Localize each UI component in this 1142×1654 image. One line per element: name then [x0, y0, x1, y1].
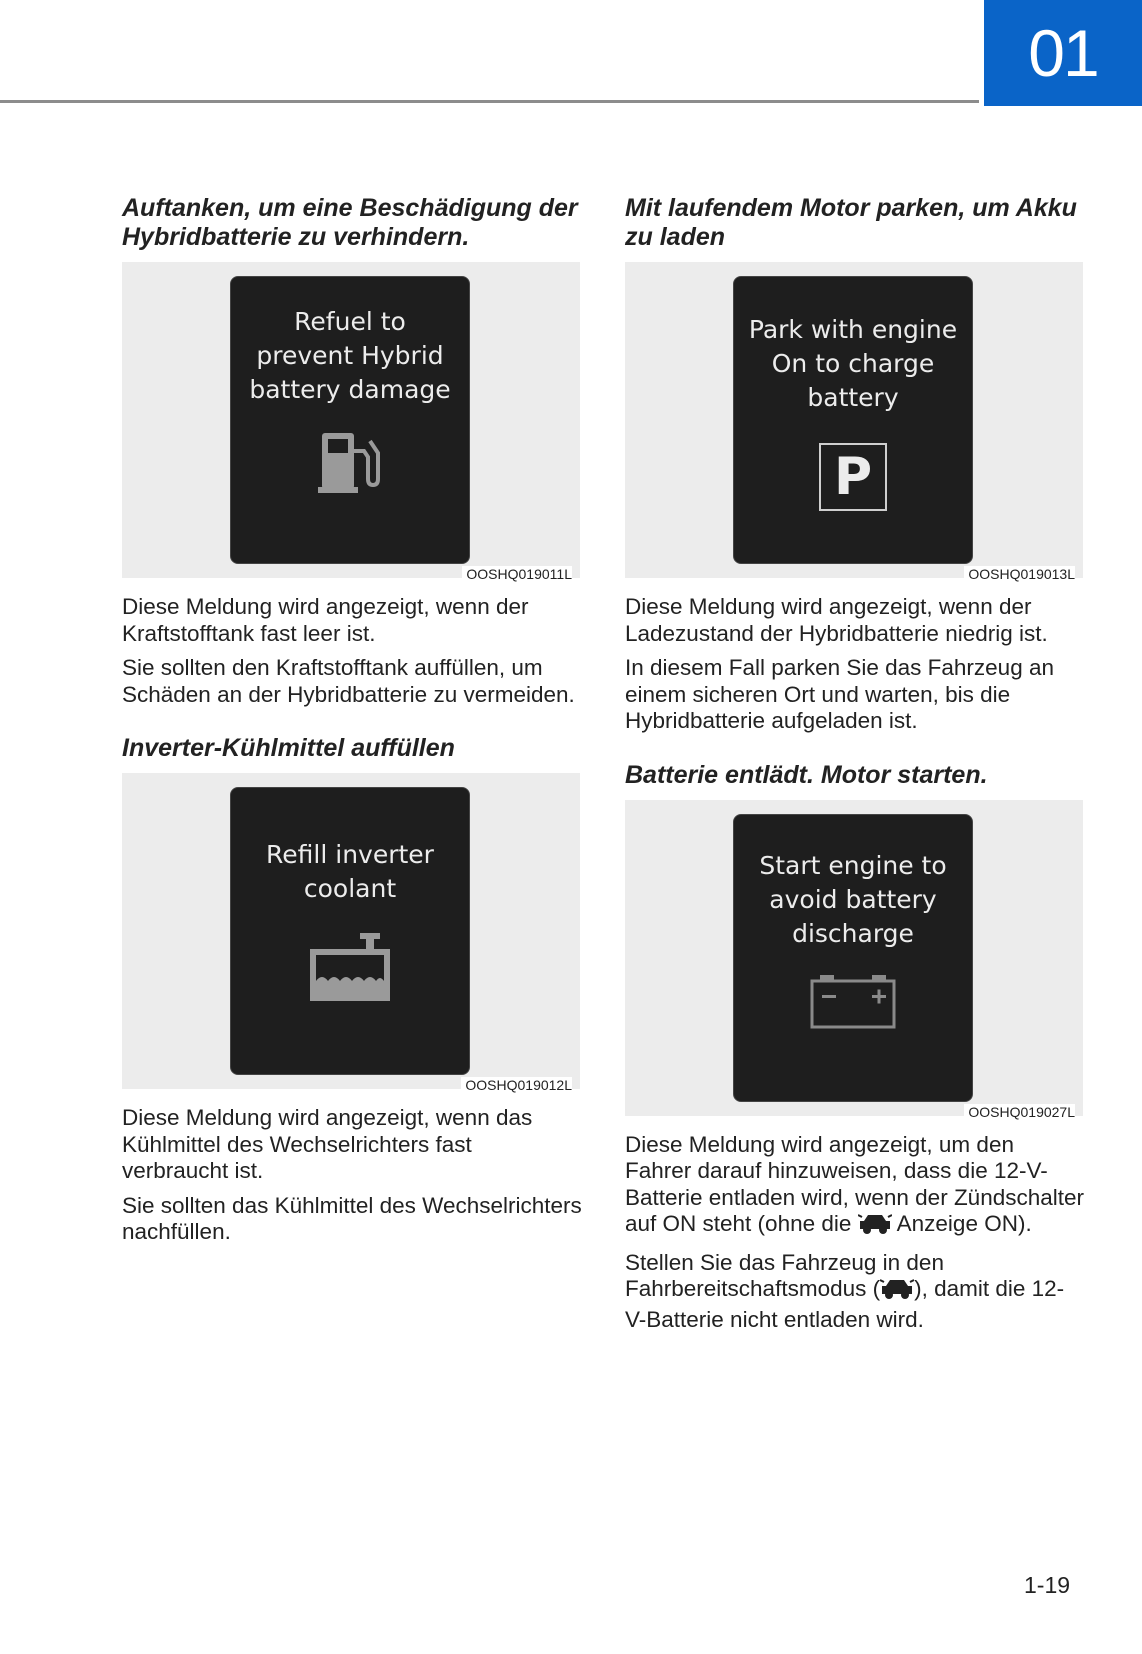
section-title-park: Mit laufendem Motor parken, um Akku zu laden: [625, 194, 1077, 251]
figure-park: [625, 262, 1083, 582]
paragraph: [625, 1250, 1085, 1334]
header-rule: [0, 100, 979, 103]
paragraph: Diese Meldung wird angezeigt, wenn der Kraftstofftank fast leer ist.: [122, 594, 529, 646]
paragraph-text: Stellen Sie das Fahrzeug in den Fahrbereitschaftsmodus (: [625, 1249, 944, 1301]
figure-code: OOSHQ019011L: [462, 566, 572, 582]
figure-coolant: [122, 773, 580, 1093]
paragraph: Sie sollten den Kraftstofftank auffüllen, um Schäden an der Hybridbatterie zu vermeiden.: [122, 655, 575, 707]
cluster-display: [733, 814, 973, 1102]
paragraph: Sie sollten das Kühlmittel des Wechselrichters nachfüllen.: [122, 1192, 582, 1244]
paragraph: [625, 1132, 1085, 1242]
section-title-refuel: Auftanken, um eine Beschädigung der Hybridbatterie zu verhindern.: [122, 194, 578, 251]
figure-battery: [625, 800, 1083, 1120]
cluster-display: [230, 276, 470, 564]
paragraph: Diese Meldung wird angezeigt, wenn der Ladezustand der Hybridbatterie niedrig ist.: [625, 594, 1048, 646]
display-message: Refill inverter coolant: [266, 840, 434, 903]
figure-code: OOSHQ019027L: [964, 1104, 1075, 1120]
ready-car-icon: [880, 1278, 914, 1307]
paragraph-text: Diese Meldung wird angezeigt, um den Fahrer darauf hinzuweisen, dass die 12-V-Batterie entladen wird, wenn der Zündschalter auf ON steht (ohne die: [625, 1131, 1085, 1236]
section-title-battery: Batterie entlädt. Motor starten.: [625, 760, 988, 789]
paragraph: Diese Meldung wird angezeigt, wenn das Kühlmittel des Wechselrichters fast verbraucht ist.: [122, 1105, 533, 1183]
right-column: [625, 194, 1085, 1333]
paragraph-text: Anzeige ON).: [891, 1211, 1032, 1236]
page-number: 1-19: [1024, 1572, 1071, 1598]
fuel-pump-icon: [318, 427, 382, 502]
park-p-icon: [819, 443, 887, 511]
left-column: [122, 194, 582, 1246]
coolant-reservoir-icon: [308, 933, 392, 1008]
display-message: Park with engine On to charge battery: [748, 315, 958, 412]
chapter-tab: 01: [984, 0, 1142, 106]
paragraph: In diesem Fall parken Sie das Fahrzeug an einem sicheren Ort und warten, bis die Hybridbatterie aufgeladen ist.: [625, 655, 1054, 733]
paragraph-text: ), damit die 12-V-Batterie nicht entladen wird.: [625, 1276, 1065, 1332]
figure-refuel: [122, 262, 580, 582]
display-message: Refuel to prevent Hybrid battery damage: [249, 307, 451, 404]
battery-icon: [810, 975, 896, 1034]
cluster-display: [733, 276, 973, 564]
display-message: Start engine to avoid battery discharge: [759, 850, 947, 948]
figure-code: OOSHQ019013L: [964, 566, 1075, 582]
cluster-display: [230, 787, 470, 1075]
figure-code: OOSHQ019012L: [461, 1077, 572, 1093]
ready-car-icon: [858, 1213, 892, 1242]
section-title-coolant: Inverter-Kühlmittel auffüllen: [122, 734, 455, 762]
park-letter: P: [819, 443, 887, 511]
